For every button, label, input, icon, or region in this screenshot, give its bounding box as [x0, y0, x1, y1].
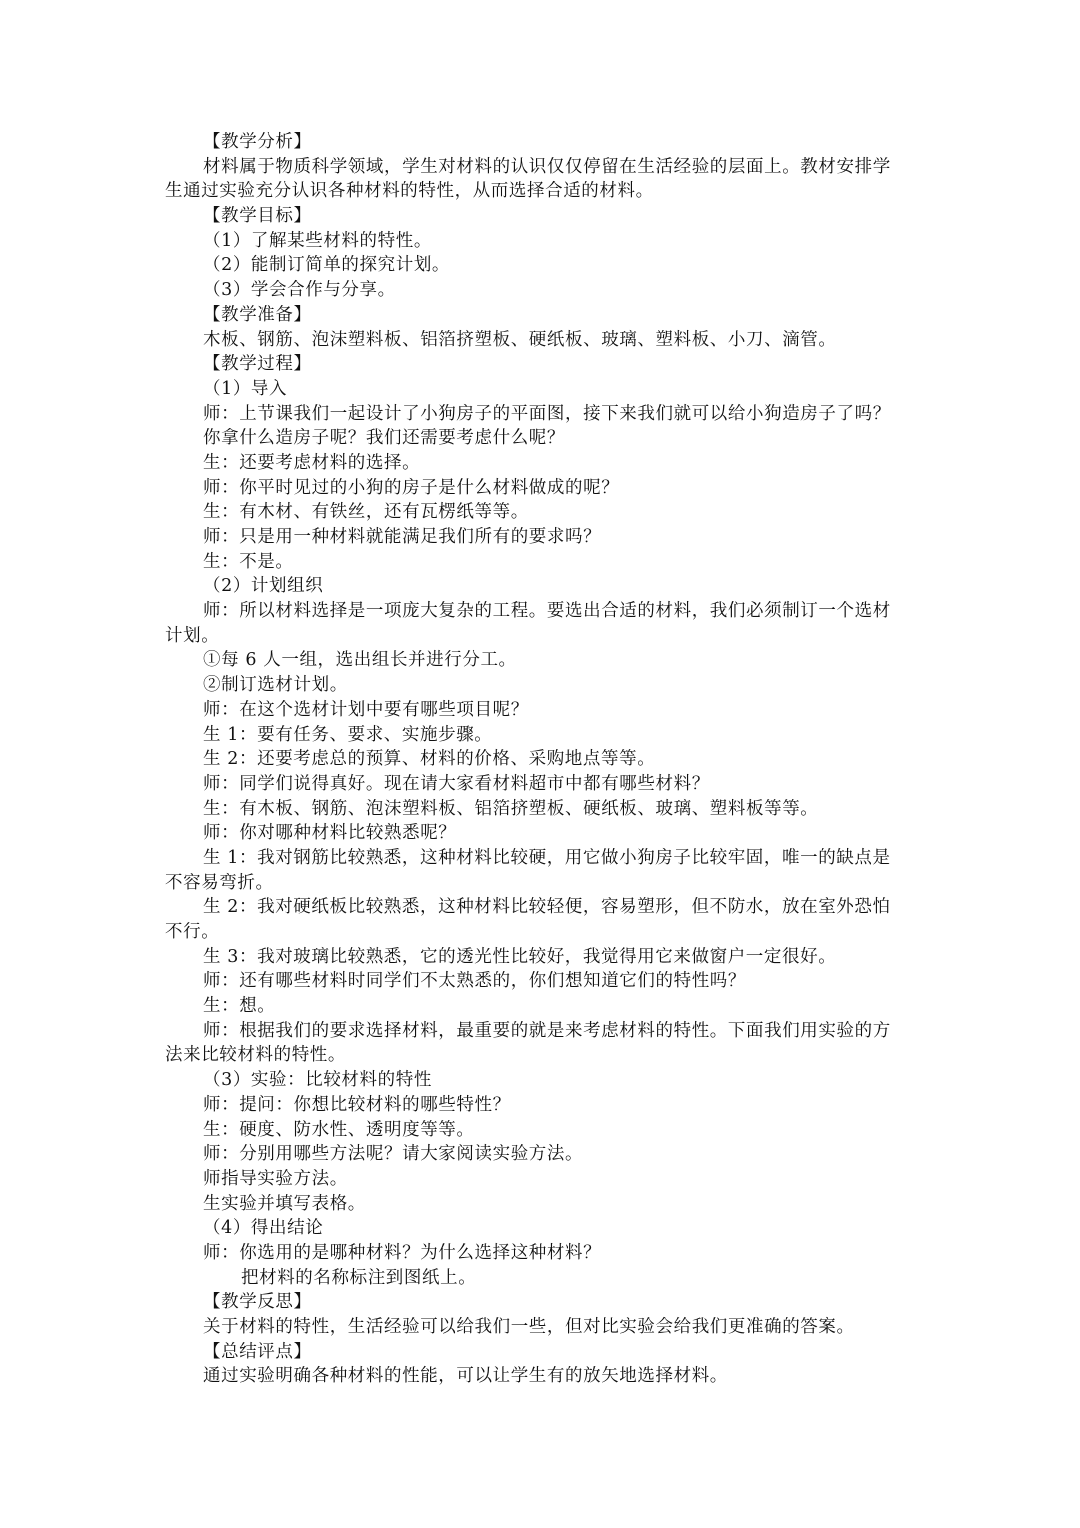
document-body: [165, 130, 925, 1389]
text-line: 生 3：我对玻璃比较熟悉，它的透光性比较好，我觉得用它来做窗户一定很好。: [203, 946, 837, 967]
text-line: 师：你选用的是哪种材料？为什么选择这种材料？: [203, 1242, 602, 1263]
text-line: （3）学会合作与分享。: [203, 280, 396, 301]
text-line: 【教学目标】: [203, 206, 312, 227]
text-line: 师：同学们说得真好。现在请大家看材料超市中都有哪些材料？: [203, 773, 710, 794]
text-line: 你拿什么造房子呢？我们还需要考虑什么呢？: [203, 428, 565, 449]
text-line: 通过实验明确各种材料的性能，可以让学生有的放矢地选择材料。: [203, 1366, 728, 1387]
text-line: 生 2：我对硬纸板比较熟悉，这种材料比较轻便，容易塑形，但不防水，放在室外恐怕: [203, 897, 891, 918]
text-line: 材料属于物质科学领域，学生对材料的认识仅仅停留在生活经验的层面上。教材安排学: [203, 156, 891, 177]
text-line: ①每 6 人一组，选出组长并进行分工。: [203, 650, 517, 671]
text-line: 师指导实验方法。: [203, 1168, 348, 1189]
text-line: 法来比较材料的特性。: [165, 1045, 346, 1066]
text-line: 师：还有哪些材料时同学们不太熟悉的，你们想知道它们的特性吗？: [203, 971, 746, 992]
text-line: 生：有木板、钢筋、泡沫塑料板、铝箔挤塑板、硬纸板、玻璃、塑料板等等。: [203, 798, 819, 819]
text-line: 师：提问：你想比较材料的哪些特性？: [203, 1094, 511, 1115]
text-line: 师：根据我们的要求选择材料，最重要的就是来考虑材料的特性。下面我们用实验的方: [203, 1020, 891, 1041]
text-line: 生实验并填写表格。: [203, 1193, 366, 1214]
text-line: 计划。: [165, 625, 220, 646]
text-line: 师：所以材料选择是一项庞大复杂的工程。要选出合适的材料，我们必须制订一个选材: [203, 601, 891, 622]
text-line: 【教学过程】: [203, 354, 312, 375]
text-line: 生：不是。: [203, 551, 294, 572]
text-line: 【教学准备】: [203, 304, 312, 325]
text-line: （4）得出结论: [203, 1218, 324, 1239]
text-line: 【教学反思】: [203, 1292, 312, 1313]
text-line: 不行。: [165, 922, 220, 942]
text-line: 生 1：要有任务、要求、实施步骤。: [203, 724, 493, 745]
text-line: 师：你平时见过的小狗的房子是什么材料做成的呢？: [203, 477, 620, 498]
text-line: （1）导入: [203, 378, 288, 399]
text-line: （2）能制订简单的探究计划。: [203, 255, 451, 276]
text-line: 师：你对哪种材料比较熟悉呢？: [203, 823, 457, 844]
text-line: （3）实验：比较材料的特性: [203, 1070, 432, 1091]
text-line: （2）计划组织: [203, 576, 324, 597]
text-line: 【教学分析】: [203, 132, 312, 152]
text-line: 生 1：我对钢筋比较熟悉，这种材料比较硬，用它做小狗房子比较牢固，唯一的缺点是: [203, 847, 891, 868]
text-line: 生通过实验充分认识各种材料的特性，从而选择合适的材料。: [165, 181, 654, 202]
text-line: 生：想。: [203, 996, 276, 1017]
text-line: ②制订选材计划。: [203, 675, 348, 696]
text-line: 把材料的名称标注到图纸上。: [241, 1267, 477, 1288]
text-line: 不容易弯折。: [165, 872, 274, 893]
text-line: 关于材料的特性，生活经验可以给我们一些，但对比实验会给我们更准确的答案。: [203, 1317, 855, 1337]
text-line: 生：还要考虑材料的选择。: [203, 452, 421, 473]
text-line: 师：分别用哪些方法呢？请大家阅读实验方法。: [203, 1144, 584, 1165]
text-line: 师：在这个选材计划中要有哪些项目呢？: [203, 699, 529, 720]
text-line: 师：上节课我们一起设计了小狗房子的平面图，接下来我们就可以给小狗造房子了吗？: [203, 403, 891, 424]
text-line: 生：硬度、防水性、透明度等等。: [203, 1119, 475, 1140]
text-line: 生：有木材、有铁丝，还有瓦楞纸等等。: [203, 502, 529, 523]
text-line: 木板、钢筋、泡沫塑料板、铝箔挤塑板、硬纸板、玻璃、塑料板、小刀、滴管。: [203, 329, 837, 350]
text-line: 【总结评点】: [203, 1341, 312, 1362]
text-line: 师：只是用一种材料就能满足我们所有的要求吗？: [203, 527, 602, 547]
text-line: 生 2：还要考虑总的预算、材料的价格、采购地点等等。: [203, 749, 656, 770]
text-line: （1）了解某些材料的特性。: [203, 230, 432, 251]
